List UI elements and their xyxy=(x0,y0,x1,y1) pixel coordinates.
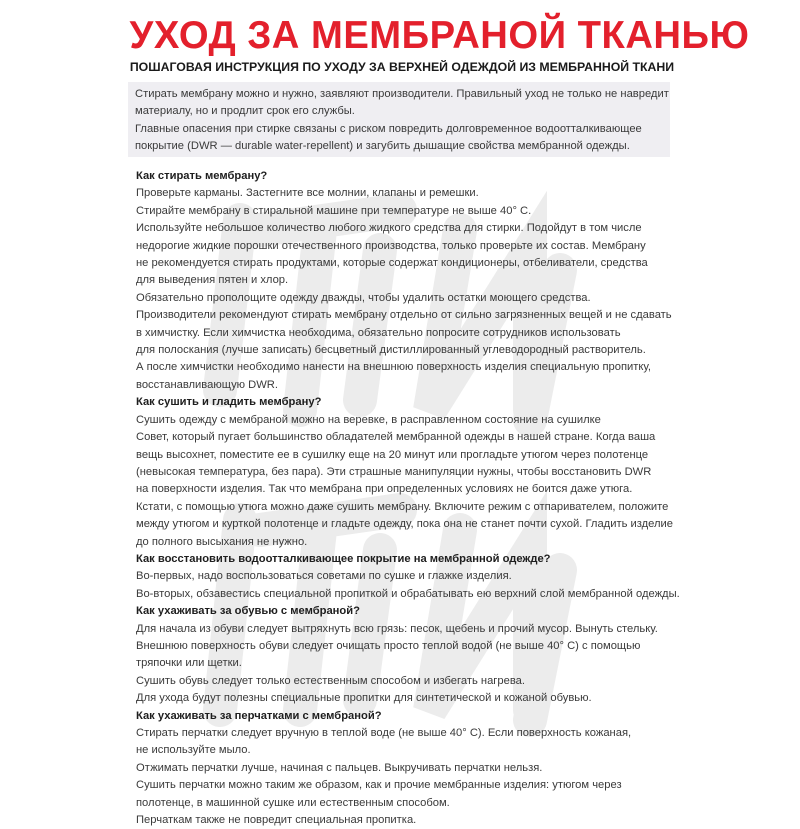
intro-line: Стирать мембрану можно и нужно, заявляют производители. Правильный уход не только не навредит xyxy=(135,88,669,100)
paragraph-line: Внешнюю поверхность обуви следует очищать просто теплой водой (не выше 40° С) с помощью xyxy=(136,639,641,652)
section-heading: Как восстановить водоотталкивающее покрытие на мембранной одежде? xyxy=(136,552,551,565)
paragraph-line: Кстати, с помощью утюга можно даже сушить мембрану. Включите режим с отпаривателем, положите xyxy=(136,500,669,513)
paragraph-line: восстанавливающую DWR. xyxy=(136,378,278,391)
paragraph-line: Производители рекомендуют стирать мембрану отдельно от сильно загрязненных вещей и не сдавать xyxy=(136,309,672,322)
section-heading: Как стирать мембрану? xyxy=(136,170,268,182)
paragraph-line: Совет, который пугает большинство обладателей мембранной одежды в нашей стране. Когда ваша xyxy=(136,431,656,444)
paragraph-line: недорогие жидкие порошки отечественного производства, только проверьте их состав. Мембрану xyxy=(136,239,646,252)
paragraph-line: Стирать перчатки следует вручную в теплой воде (не выше 40° С). Если поверхность кожаная, xyxy=(136,727,632,739)
paragraph-line: Сушить перчатки можно таким же образом, как и прочие мембранные изделия: утюгом через xyxy=(136,779,622,792)
paragraph-line: Для начала из обуви следует вытряхнуть всю грязь: песок, щебень и прочий мусор. Вынуть стельку. xyxy=(136,622,658,635)
paragraph-line: для выведения пятен и хлор. xyxy=(136,274,289,287)
paragraph-line: Используйте небольшое количество любого жидкого средства для стирки. Подойдут в том числе xyxy=(136,222,642,235)
page-subtitle: ПОШАГОВАЯ ИНСТРУКЦИЯ ПО УХОДУ ЗА ВЕРХНЕЙ ОДЕЖДОЙ ИЗ МЕМБРАННОЙ ТКАНИ xyxy=(129,60,675,74)
section xyxy=(136,708,676,829)
paragraph-line: между утюгом и курткой полотенце и гладьте одежду, пока она не станет почти сухой. Гладить изделие xyxy=(136,518,674,531)
paragraph-line: в химчистку. Если химчистка необходима, обязательно попросите сотрудников использовать xyxy=(136,326,621,339)
paragraph-line: полотенце, в машинной сушке или естественным способом. xyxy=(136,796,450,809)
intro-box xyxy=(128,82,670,157)
paragraph-line: Во-вторых, обзавестись специальной пропиткой и обрабатывать ею верхний слой мембранной одежды. xyxy=(136,587,680,600)
section xyxy=(136,603,676,707)
section-heading: Как сушить и гладить мембрану? xyxy=(136,396,322,409)
paragraph-line: Обязательно прополощите одежду дважды, чтобы удалить остатки моющего средства. xyxy=(136,291,591,304)
section xyxy=(136,551,680,603)
paragraph-line: Стирайте мембрану в стиральной машине при температуре не выше 40° С. xyxy=(136,204,532,217)
paragraph-line: Для ухода будут полезны специальные пропитки для синтетической и кожаной обувью. xyxy=(136,692,592,705)
paragraph-line: Во-первых, надо воспользоваться советами по сушке и глажке изделия. xyxy=(136,570,512,583)
section-heading: Как ухаживать за обувью с мембраной? xyxy=(136,605,360,618)
paragraph-line: (невысокая температура, без пара). Эти страшные манипуляции нужны, чтобы восстановить DWR xyxy=(136,465,652,478)
paragraph-line: на поверхности изделия. Так что мембрана при определенных условиях не боится даже утюга. xyxy=(136,483,633,496)
paragraph-line: до полного высыхания не нужно. xyxy=(136,535,308,548)
intro-line: покрытие (DWR — durable water-repellent) и загубить дышащие свойства мембранной одежды. xyxy=(135,140,630,153)
paragraph-line: Отжимать перчатки лучше, начиная с пальцев. Выкручивать перчатки нельзя. xyxy=(136,761,543,774)
paragraph-line: Проверьте карманы. Застегните все молнии, клапаны и ремешки. xyxy=(136,187,479,200)
section xyxy=(136,168,676,394)
paragraph-line: вещь высохнет, поместите ее в сушилку еще на 20 минут или прогладьте утюгом через полотенце xyxy=(136,448,649,461)
section-heading: Как ухаживать за перчатками с мембраной? xyxy=(136,709,382,722)
paragraph-line: А после химчистки необходимо нанести на внешнюю поверхность изделия специальную пропитку, xyxy=(136,361,651,374)
paragraph-line: Сушить обувь следует только естественным способом и избегать нагрева. xyxy=(136,674,525,687)
paragraph-line: не рекомендуется стирать продуктами, которые содержат кондиционеры, отбеливатели, средства xyxy=(136,257,648,270)
paragraph-line: для полоскания (лучше записать) бесцветный дистиллированный углеводородный растворитель. xyxy=(136,344,646,357)
paragraph-line: Перчаткам также не повредит специальная пропитка. xyxy=(136,814,417,827)
intro-line: Главные опасения при стирке связаны с риском повредить долговременное водоотталкивающее xyxy=(135,122,642,135)
paragraph-line: не используйте мыло. xyxy=(136,744,251,757)
intro-line: материалу, но и продлит срок его службы. xyxy=(135,105,355,118)
section xyxy=(136,394,676,551)
instructions-body xyxy=(136,168,680,829)
paragraph-line: Сушить одежду с мембраной можно на веревке, в расправленном состояние на сушилке xyxy=(136,413,601,426)
paragraph-line: тряпочки или щетки. xyxy=(136,657,242,670)
page-title: УХОД ЗА МЕМБРАНОЙ ТКАНЬЮ xyxy=(129,14,750,57)
